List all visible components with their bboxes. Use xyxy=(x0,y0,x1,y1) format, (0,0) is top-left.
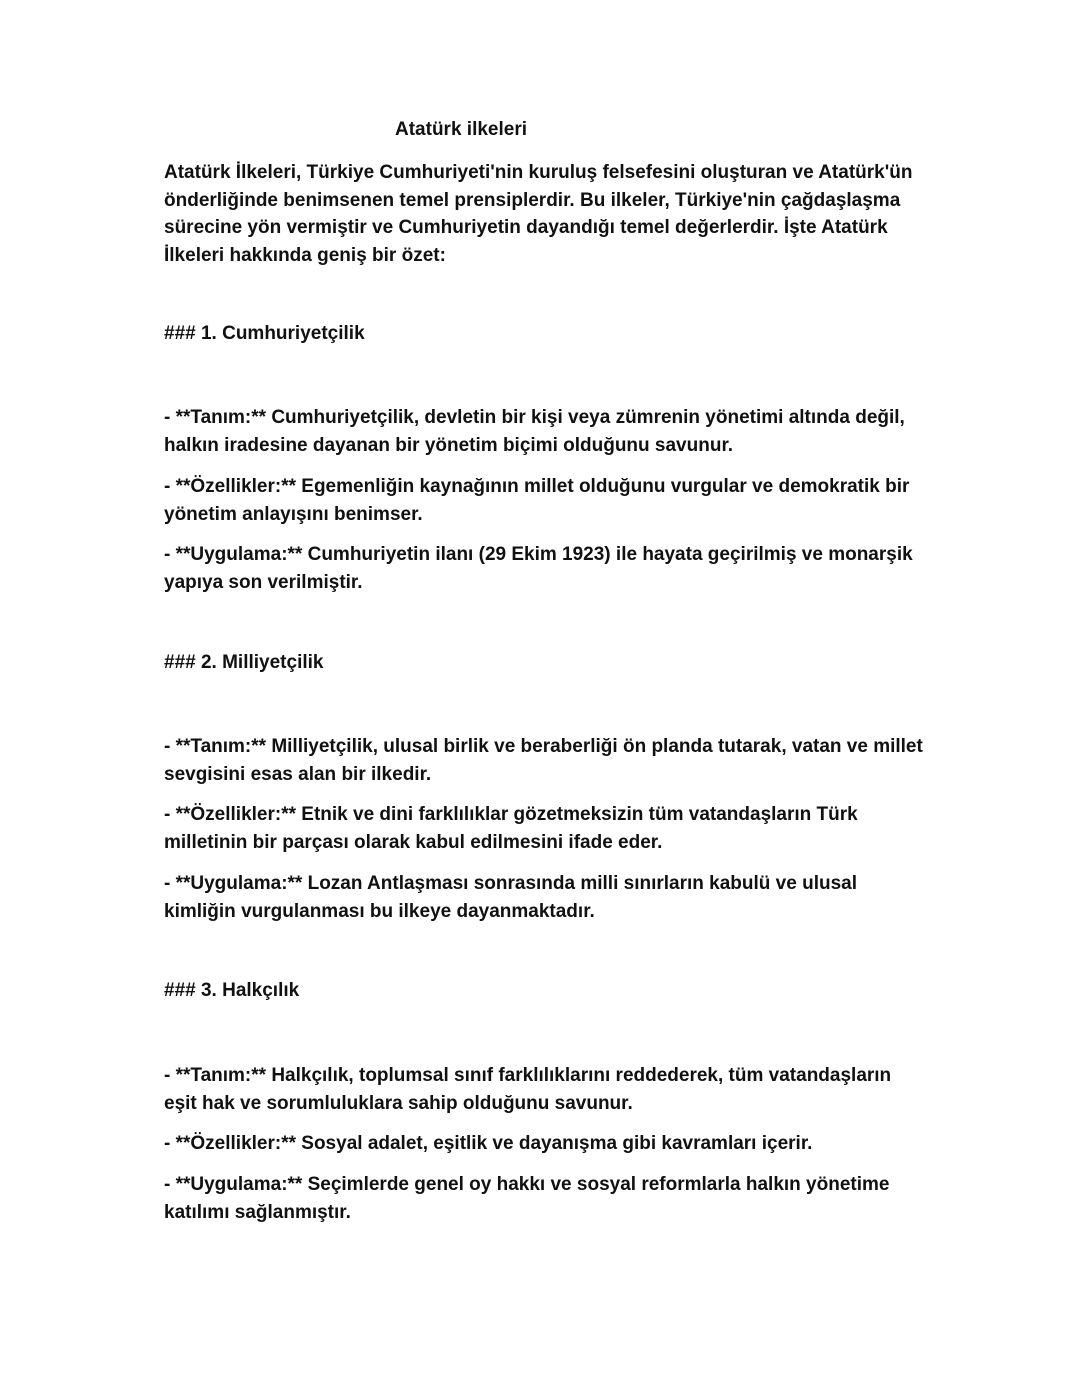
section-2-item-ozellikler: - **Özellikler:** Etnik ve dini farklılıklar gözetmeksizin tüm vatandaşların Türk milletinin bir parçası olarak kabul edilmesini ifade eder. xyxy=(164,804,858,853)
section-heading-cumhuriyetcilik: ### 1. Cumhuriyetçilik xyxy=(164,323,365,344)
section-3-item-uygulama: - **Uygulama:** Seçimlerde genel oy hakkı ve sosyal reformlarla halkın yönetime katılımı sağlanmıştır. xyxy=(164,1174,890,1223)
intro-paragraph: Atatürk İlkeleri, Türkiye Cumhuriyeti'nin kuruluş felsefesini oluşturan ve Atatürk'ün önderliğinde benimsenen temel prensiplerdir. Bu ilkeler, Türkiye'nin çağdaşlaşma sürecine yön vermiştir ve Cumhuriyetin dayandığı temel değerlerdir. İşte Atatürk İlkeleri hakkında geniş bir özet: xyxy=(164,162,913,266)
section-2-item-tanim: - **Tanım:** Milliyetçilik, ulusal birlik ve beraberliği ön planda tutarak, vatan ve millet sevgisini esas alan bir ilkedir. xyxy=(164,736,923,785)
section-1-item-uygulama: - **Uygulama:** Cumhuriyetin ilanı (29 Ekim 1923) ile hayata geçirilmiş ve monarşik yapıya son verilmiştir. xyxy=(164,544,913,593)
section-2-item-uygulama: - **Uygulama:** Lozan Antlaşması sonrasında milli sınırların kabulü ve ulusal kimliğin vurgulanması bu ilkeye dayanmaktadır. xyxy=(164,873,857,922)
section-3-item-tanim: - **Tanım:** Halkçılık, toplumsal sınıf farklılıklarını reddederek, tüm vatandaşların eşit hak ve sorumluluklara sahip olduğunu savunur. xyxy=(164,1065,892,1114)
document-title: Atatürk ilkeleri xyxy=(395,119,527,140)
section-heading-halkcilik: ### 3. Halkçılık xyxy=(164,980,300,1001)
section-1-item-tanim: - **Tanım:** Cumhuriyetçilik, devletin bir kişi veya zümrenin yönetimi altında değil, halkın iradesine dayanan bir yönetim biçimi olduğunu savunur. xyxy=(164,407,905,456)
section-1-item-ozellikler: - **Özellikler:** Egemenliğin kaynağının millet olduğunu vurgular ve demokratik bir yönetim anlayışını benimser. xyxy=(164,476,910,525)
section-heading-milliyetcilik: ### 2. Milliyetçilik xyxy=(164,652,324,673)
section-3-item-ozellikler: - **Özellikler:** Sosyal adalet, eşitlik ve dayanışma gibi kavramları içerir. xyxy=(164,1133,813,1154)
